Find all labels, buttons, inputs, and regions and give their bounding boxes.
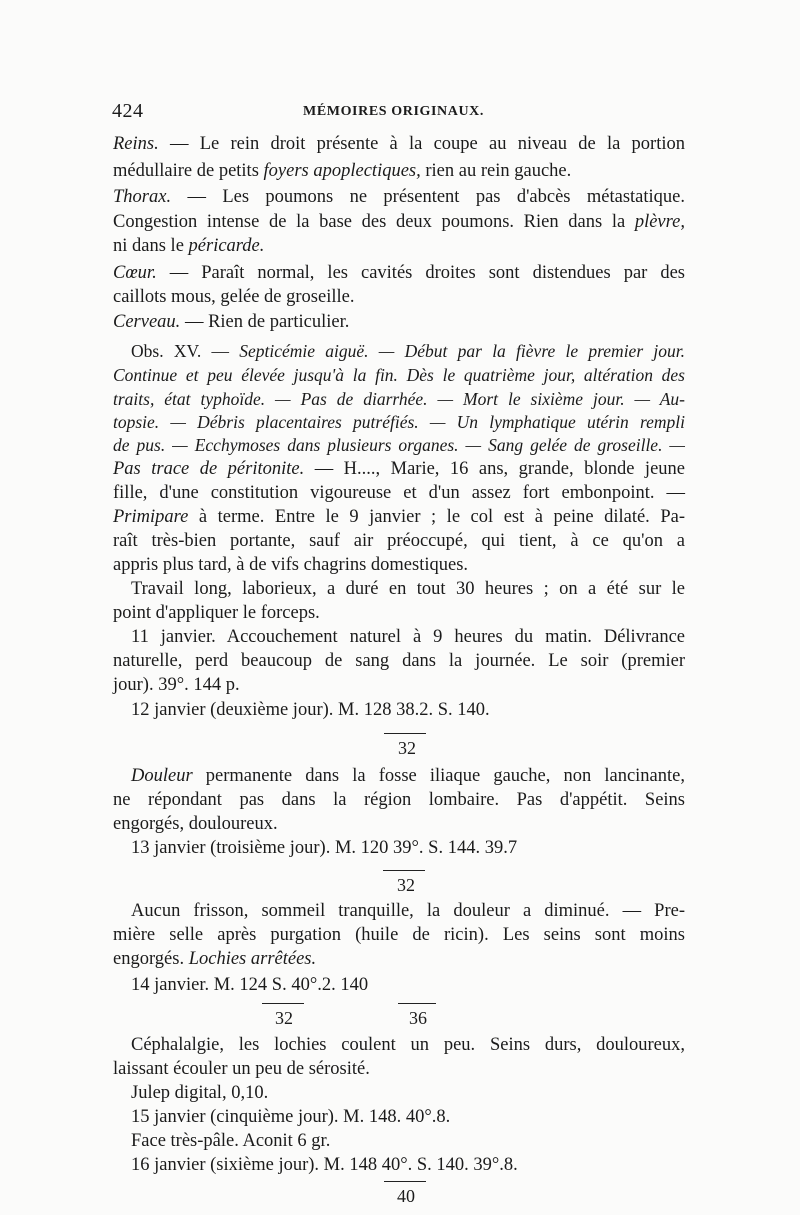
aucun-line: mière selle après purgation (huile de ricin). Les seins sont moins xyxy=(113,925,685,945)
fraction-bar xyxy=(384,1181,426,1182)
observation-summary-line: topsie. — Débris placentaires putréfiés. — Un lymphatique utérin rempli xyxy=(113,412,685,432)
fraction-bar xyxy=(398,1003,436,1004)
section-label-thorax: Thorax. xyxy=(113,187,172,207)
douleur-line: ne répondant pas dans la région lombaire. Pas d'appétit. Seins xyxy=(113,790,685,810)
paragraph-cerveau-line: Cerveau. — Rien de particulier. xyxy=(113,312,350,332)
entry-13-janvier: 13 janvier (troisième jour). M. 120 39°. S. 144. 39.7 xyxy=(131,838,518,858)
face-line: Face très-pâle. Aconit 6 gr. xyxy=(131,1131,331,1151)
fraction-denominator: 32 xyxy=(397,875,415,895)
travail-line: point d'appliquer le forceps. xyxy=(113,603,320,623)
section-label-coeur: Cœur. xyxy=(113,263,157,283)
observation-summary-line: de pus. — Ecchymoses dans plusieurs organes. — Sang gelée de groseille. — xyxy=(113,435,685,455)
section-label-reins: Reins. xyxy=(113,134,159,154)
paragraph-reins-line: Reins. — Le rein droit présente à la coupe au niveau de la portion xyxy=(113,134,685,154)
observation-summary-line: Continue et peu élevée jusqu'à la fin. Dès le quatrième jour, altération des xyxy=(113,365,685,385)
cephalalgie-line: laissant écouler un peu de sérosité. xyxy=(113,1059,370,1079)
fraction-denominator: 32 xyxy=(398,738,416,758)
fraction-denominator: 40 xyxy=(397,1186,415,1206)
cephalalgie-line: Céphalalgie, les lochies coulent un peu. Seins durs, douloureux, xyxy=(131,1035,685,1055)
observation-text-line: fille, d'une constitution vigoureuse et d'un assez fort embonpoint. — xyxy=(113,483,685,503)
aucun-line: engorgés. Lochies arrêtées. xyxy=(113,949,317,969)
fraction-denominator: 32 xyxy=(275,1008,293,1028)
page-number: 424 xyxy=(112,100,144,122)
running-title: MÉMOIRES ORIGINAUX. xyxy=(303,104,484,119)
fraction-bar xyxy=(383,870,425,871)
julep-line: Julep digital, 0,10. xyxy=(131,1083,269,1103)
paragraph-coeur-line: caillots mous, gelée de groseille. xyxy=(113,287,355,307)
observation-text-line: appris plus tard, à de vifs chagrins domestiques. xyxy=(113,555,469,575)
fraction-bar xyxy=(384,733,426,734)
aucun-line: Aucun frisson, sommeil tranquille, la douleur a diminué. — Pre- xyxy=(131,901,685,921)
entry-14-janvier: 14 janvier. M. 124 S. 40°.2. 140 xyxy=(131,975,369,995)
travail-line: Travail long, laborieux, a duré en tout 30 heures ; on a été sur le xyxy=(131,579,685,599)
entry-11-janvier-line: 11 janvier. Accouchement naturel à 9 heures du matin. Délivrance xyxy=(131,627,685,647)
entry-11-janvier-line: jour). 39°. 144 p. xyxy=(113,675,240,695)
paragraph-thorax-line: Thorax. — Les poumons ne présentent pas d'abcès métastatique. xyxy=(113,187,685,207)
section-label-cerveau: Cerveau. xyxy=(113,312,181,332)
observation-text-line: Primipare à terme. Entre le 9 janvier ; le col est à peine dilaté. Pa- xyxy=(113,507,685,527)
observation-text-line: Pas trace de péritonite. — H...., Marie, 16 ans, grande, blonde jeune xyxy=(113,459,685,479)
paragraph-reins-line: médullaire de petits foyers apoplectiques, rien au rein gauche. xyxy=(113,161,572,181)
observation-heading-line: Obs. XV. — Septicémie aiguë. — Début par la fièvre le premier jour. xyxy=(131,341,685,361)
fraction-denominator: 36 xyxy=(409,1008,427,1028)
observation-text-line: raît très-bien portante, sauf air préoccupé, qui tient, à ce qu'on a xyxy=(113,531,685,551)
entry-12-janvier: 12 janvier (deuxième jour). M. 128 38.2. S. 140. xyxy=(131,700,490,720)
entry-15-janvier: 15 janvier (cinquième jour). M. 148. 40°.8. xyxy=(131,1107,451,1127)
entry-11-janvier-line: naturelle, perd beaucoup de sang dans la journée. Le soir (premier xyxy=(113,651,685,671)
paragraph-thorax-line: ni dans le péricarde. xyxy=(113,236,265,256)
fraction-bar xyxy=(262,1003,304,1004)
paragraph-coeur-line: Cœur. — Paraît normal, les cavités droites sont distendues par des xyxy=(113,263,685,283)
observation-summary-line: traits, état typhoïde. — Pas de diarrhée. — Mort le sixième jour. — Au- xyxy=(113,389,685,409)
douleur-line: Douleur permanente dans la fosse iliaque gauche, non lancinante, xyxy=(131,766,685,786)
paragraph-thorax-line: Congestion intense de la base des deux poumons. Rien dans la plèvre, xyxy=(113,212,685,232)
entry-16-janvier: 16 janvier (sixième jour). M. 148 40°. S. 140. 39°.8. xyxy=(131,1155,518,1175)
douleur-line: engorgés, douloureux. xyxy=(113,814,278,834)
